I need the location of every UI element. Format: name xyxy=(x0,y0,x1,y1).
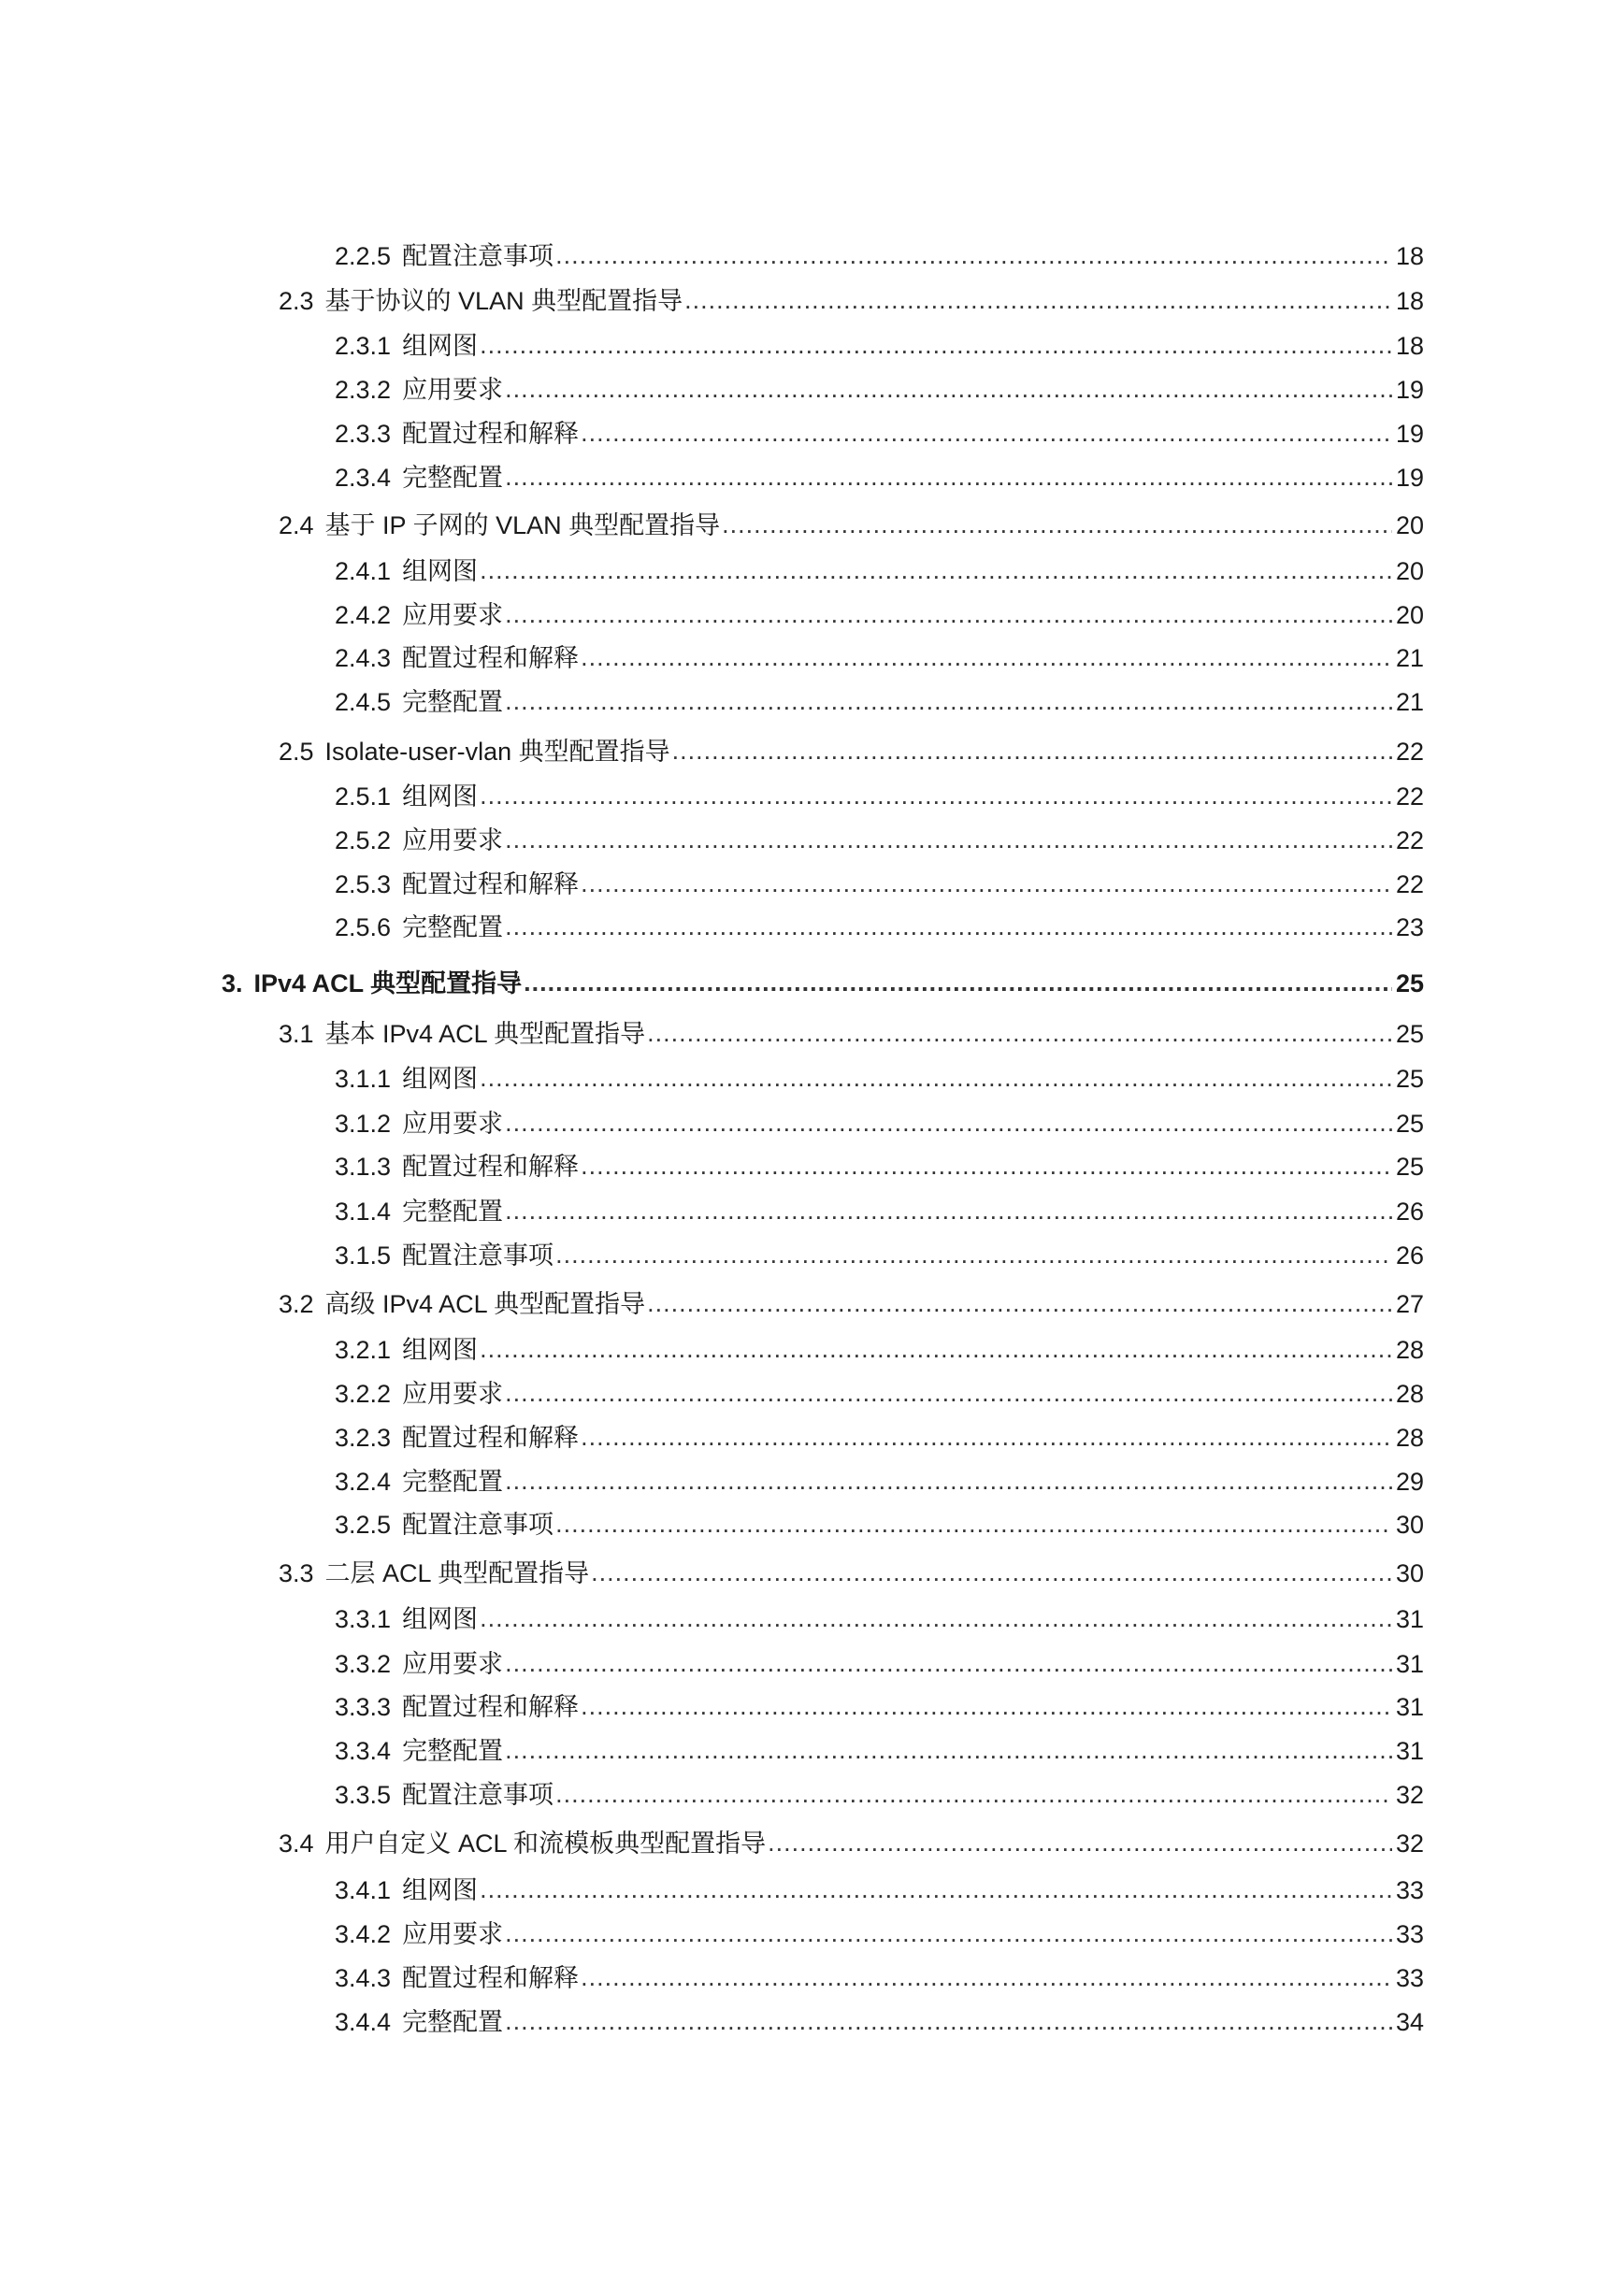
toc-entry[interactable] xyxy=(335,417,1424,451)
toc-entry-number: 3.2.4 xyxy=(335,1468,392,1496)
toc-entry[interactable] xyxy=(335,1602,1424,1636)
toc-entry[interactable] xyxy=(335,1778,1424,1812)
toc-entry-number: 3.2.3 xyxy=(335,1424,392,1452)
toc-entry-number: 2.3.2 xyxy=(335,376,392,404)
toc-entry-title: 完整配置 xyxy=(402,1468,504,1496)
toc-entry[interactable] xyxy=(335,373,1424,407)
toc-entry[interactable] xyxy=(335,554,1424,588)
toc-entry-page-number: 19 xyxy=(1395,420,1424,448)
toc-entry[interactable] xyxy=(279,1827,1424,1860)
toc-entry-number: 2.4.1 xyxy=(335,557,392,585)
toc-entry-title: 组网图 xyxy=(402,557,479,585)
toc-entry-title: 组网图 xyxy=(402,332,479,360)
dot-leader xyxy=(480,1332,1392,1366)
toc-entry-page-number: 19 xyxy=(1395,464,1424,492)
toc-entry-page-number: 25 xyxy=(1395,1020,1424,1048)
toc-entry-number: 3.1.1 xyxy=(335,1065,392,1093)
toc-entry-title: 应用要求 xyxy=(402,601,504,629)
toc-entry[interactable] xyxy=(335,1333,1424,1367)
toc-entry-page-number: 20 xyxy=(1395,601,1424,629)
toc-entry-number: 2.3.1 xyxy=(335,332,392,360)
toc-entry-number: 3.1.4 xyxy=(335,1198,392,1226)
dot-leader xyxy=(505,460,1392,494)
toc-entry[interactable] xyxy=(279,735,1424,768)
toc-entry-title: 应用要求 xyxy=(402,1650,504,1678)
toc-entry-title: 完整配置 xyxy=(402,464,504,492)
toc-entry-number: 3.4.4 xyxy=(335,2008,392,2036)
toc-entry-title: 应用要求 xyxy=(402,376,504,404)
dot-leader xyxy=(591,1556,1392,1589)
toc-entry[interactable] xyxy=(335,911,1424,944)
toc-entry-number: 2.3 xyxy=(279,287,314,315)
toc-entry[interactable] xyxy=(335,1377,1424,1411)
toc-entry[interactable] xyxy=(335,239,1424,273)
toc-entry[interactable] xyxy=(335,1239,1424,1272)
toc-entry-number: 2.4.3 xyxy=(335,644,392,672)
toc-entry[interactable] xyxy=(335,1421,1424,1455)
toc-entry-page-number: 22 xyxy=(1395,738,1424,766)
toc-entry-page-number: 25 xyxy=(1395,1110,1424,1138)
dot-leader xyxy=(480,1873,1392,1906)
toc-entry-page-number: 20 xyxy=(1395,511,1424,539)
toc-entry-title: 基于 IP 子网的 VLAN 典型配置指导 xyxy=(324,511,721,539)
toc-entry-page-number: 28 xyxy=(1395,1336,1424,1364)
toc-entry-title: 应用要求 xyxy=(402,1380,504,1408)
toc-entry[interactable] xyxy=(335,2005,1424,2039)
toc-entry-number: 2.5 xyxy=(279,738,314,766)
toc-entry[interactable] xyxy=(279,1287,1424,1321)
toc-entry-number: 2.4.5 xyxy=(335,688,392,716)
toc-entry[interactable] xyxy=(279,1557,1424,1590)
toc-entry-page-number: 33 xyxy=(1395,1876,1424,1904)
toc-entry[interactable] xyxy=(335,598,1424,632)
toc-entry-title: 应用要求 xyxy=(402,826,504,854)
toc-entry[interactable] xyxy=(335,1647,1424,1681)
toc-entry[interactable] xyxy=(335,1062,1424,1096)
toc-entry-page-number: 31 xyxy=(1395,1693,1424,1721)
toc-entry-title: 组网图 xyxy=(402,782,479,811)
toc-entry-page-number: 27 xyxy=(1395,1290,1424,1318)
toc-entry-number: 3.1.2 xyxy=(335,1110,392,1138)
toc-entry-title: 用户自定义 ACL 和流模板典型配置指导 xyxy=(324,1830,767,1858)
toc-entry-title: 基于协议的 VLAN 典型配置指导 xyxy=(324,287,683,315)
dot-leader xyxy=(672,734,1392,768)
toc-entry-number: 3.1 xyxy=(279,1020,314,1048)
dot-leader xyxy=(505,1646,1392,1680)
toc-entry-page-number: 30 xyxy=(1395,1511,1424,1539)
toc-entry-page-number: 32 xyxy=(1395,1830,1424,1858)
dot-leader xyxy=(555,1777,1392,1811)
toc-entry[interactable] xyxy=(335,1690,1424,1724)
toc-entry[interactable] xyxy=(279,284,1424,318)
toc-entry-number: 2.2.5 xyxy=(335,242,392,270)
toc-entry-title: Isolate-user-vlan 典型配置指导 xyxy=(324,738,670,766)
toc-entry-title: 配置过程和解释 xyxy=(402,1693,580,1721)
toc-entry-title: 完整配置 xyxy=(402,1198,504,1226)
toc-entry-number: 3. xyxy=(222,969,243,997)
toc-entry-title: 应用要求 xyxy=(402,1920,504,1948)
dot-leader xyxy=(581,1689,1392,1723)
toc-entry-number: 2.4.2 xyxy=(335,601,392,629)
toc-entry[interactable] xyxy=(335,1917,1424,1951)
toc-entry-title: 应用要求 xyxy=(402,1110,504,1138)
toc-entry-page-number: 25 xyxy=(1395,969,1424,997)
dot-leader xyxy=(480,1061,1392,1095)
dot-leader xyxy=(480,779,1392,812)
toc-entry[interactable] xyxy=(279,509,1424,542)
toc-entry-page-number: 22 xyxy=(1395,826,1424,854)
dot-leader xyxy=(647,1286,1392,1320)
toc-entry[interactable] xyxy=(335,868,1424,901)
toc-entry[interactable] xyxy=(335,1873,1424,1907)
dot-leader xyxy=(581,867,1392,900)
toc-entry-number: 3.3.1 xyxy=(335,1605,392,1633)
toc-entry-page-number: 18 xyxy=(1395,287,1424,315)
toc-entry-page-number: 23 xyxy=(1395,913,1424,941)
dot-leader xyxy=(555,1238,1392,1271)
dot-leader xyxy=(505,823,1392,856)
toc-entry-number: 3.2.5 xyxy=(335,1511,392,1539)
toc-entry[interactable] xyxy=(335,461,1424,495)
toc-entry-page-number: 22 xyxy=(1395,782,1424,811)
toc-entry-number: 3.3 xyxy=(279,1559,314,1587)
toc-entry-title: 配置注意事项 xyxy=(402,1781,554,1809)
toc-entry-number: 3.2 xyxy=(279,1290,314,1318)
toc-entry[interactable] xyxy=(335,1961,1424,1995)
toc-entry-number: 2.3.3 xyxy=(335,420,392,448)
toc-entry-page-number: 25 xyxy=(1395,1153,1424,1181)
dot-leader xyxy=(684,283,1392,317)
toc-entry-number: 3.3.5 xyxy=(335,1781,392,1809)
toc-entry-page-number: 28 xyxy=(1395,1380,1424,1408)
toc-entry-page-number: 22 xyxy=(1395,870,1424,898)
toc-entry-title: 高级 IPv4 ACL 典型配置指导 xyxy=(324,1290,646,1318)
toc-entry[interactable] xyxy=(335,824,1424,857)
toc-entry-title: 配置注意事项 xyxy=(402,1511,554,1539)
toc-entry-title: 配置注意事项 xyxy=(402,1241,554,1270)
toc-entry-page-number: 19 xyxy=(1395,376,1424,404)
toc-entry-number: 3.3.3 xyxy=(335,1693,392,1721)
toc-entry-number: 3.2.2 xyxy=(335,1380,392,1408)
toc-entry-page-number: 33 xyxy=(1395,1920,1424,1948)
dot-leader xyxy=(505,1194,1392,1227)
toc-entry-number: 2.5.3 xyxy=(335,870,392,898)
toc-entry-page-number: 34 xyxy=(1395,2008,1424,2036)
toc-entry-page-number: 31 xyxy=(1395,1737,1424,1765)
toc-entry-title: 配置过程和解释 xyxy=(402,1964,580,1992)
dot-leader xyxy=(505,910,1392,943)
toc-entry[interactable] xyxy=(335,780,1424,813)
toc-entry[interactable] xyxy=(335,1150,1424,1184)
toc-entry[interactable] xyxy=(279,1017,1424,1051)
dot-leader xyxy=(480,1601,1392,1635)
toc-entry[interactable] xyxy=(335,1508,1424,1542)
toc-entry-title: 完整配置 xyxy=(402,1737,504,1765)
toc-entry-number: 2.5.6 xyxy=(335,913,392,941)
toc-entry-page-number: 21 xyxy=(1395,688,1424,716)
toc-entry-number: 3.1.3 xyxy=(335,1153,392,1181)
dot-leader xyxy=(581,1960,1392,1994)
toc-entry-number: 3.3.4 xyxy=(335,1737,392,1765)
toc-entry-page-number: 18 xyxy=(1395,332,1424,360)
toc-entry-page-number: 31 xyxy=(1395,1605,1424,1633)
toc-entry[interactable] xyxy=(335,1107,1424,1141)
toc-entry-page-number: 25 xyxy=(1395,1065,1424,1093)
dot-leader xyxy=(505,2004,1392,2038)
dot-leader xyxy=(480,553,1392,587)
toc-entry-number: 3.3.2 xyxy=(335,1650,392,1678)
toc-entry[interactable] xyxy=(335,329,1424,363)
toc-entry-title: 完整配置 xyxy=(402,688,504,716)
toc-entry-title: 组网图 xyxy=(402,1065,479,1093)
toc-entry-number: 2.5.2 xyxy=(335,826,392,854)
toc-entry-page-number: 18 xyxy=(1395,242,1424,270)
toc-entry[interactable] xyxy=(335,1195,1424,1228)
toc-entry-page-number: 28 xyxy=(1395,1424,1424,1452)
toc-entry-title: 基本 IPv4 ACL 典型配置指导 xyxy=(324,1020,646,1048)
toc-entry-title: 组网图 xyxy=(402,1876,479,1904)
dot-leader xyxy=(581,1420,1392,1454)
toc-entry[interactable] xyxy=(335,685,1424,719)
toc-entry[interactable] xyxy=(222,967,1424,1000)
toc-entry-title: 配置过程和解释 xyxy=(402,1153,580,1181)
toc-entry-number: 3.1.5 xyxy=(335,1241,392,1270)
toc-entry[interactable] xyxy=(335,1465,1424,1499)
dot-leader xyxy=(555,1507,1392,1541)
toc-entry-title: IPv4 ACL 典型配置指导 xyxy=(253,969,523,997)
toc-entry-page-number: 30 xyxy=(1395,1559,1424,1587)
toc-entry-page-number: 33 xyxy=(1395,1964,1424,1992)
dot-leader xyxy=(480,328,1392,362)
toc-entry-page-number: 26 xyxy=(1395,1241,1424,1270)
toc-entry-title: 配置过程和解释 xyxy=(402,870,580,898)
toc-entry-page-number: 29 xyxy=(1395,1468,1424,1496)
dot-leader xyxy=(505,1916,1392,1950)
dot-leader xyxy=(505,684,1392,718)
toc-entry-page-number: 31 xyxy=(1395,1650,1424,1678)
dot-leader xyxy=(581,1149,1392,1183)
toc-entry-title: 配置过程和解释 xyxy=(402,420,580,448)
dot-leader xyxy=(505,1464,1392,1498)
dot-leader xyxy=(647,1016,1392,1050)
toc-entry-number: 3.2.1 xyxy=(335,1336,392,1364)
dot-leader xyxy=(768,1826,1392,1859)
toc-entry-title: 配置注意事项 xyxy=(402,242,554,270)
toc-entry-number: 3.4.2 xyxy=(335,1920,392,1948)
dot-leader xyxy=(505,1733,1392,1767)
toc-entry-title: 完整配置 xyxy=(402,2008,504,2036)
toc-entry-title: 组网图 xyxy=(402,1605,479,1633)
dot-leader xyxy=(505,597,1392,631)
toc-entry-page-number: 21 xyxy=(1395,644,1424,672)
toc-entry-page-number: 26 xyxy=(1395,1198,1424,1226)
dot-leader xyxy=(581,416,1392,450)
toc-entry[interactable] xyxy=(335,641,1424,675)
dot-leader xyxy=(555,238,1392,272)
toc-entry-number: 2.3.4 xyxy=(335,464,392,492)
dot-leader xyxy=(581,640,1392,674)
toc-entry-title: 配置过程和解释 xyxy=(402,1424,580,1452)
toc-entry-number: 3.4.1 xyxy=(335,1876,392,1904)
toc-entry[interactable] xyxy=(335,1734,1424,1768)
dot-leader xyxy=(505,1106,1392,1140)
dot-leader xyxy=(505,1376,1392,1410)
toc-entry-title: 完整配置 xyxy=(402,913,504,941)
toc-entry-page-number: 32 xyxy=(1395,1781,1424,1809)
dot-leader xyxy=(505,372,1392,406)
toc-entry-title: 组网图 xyxy=(402,1336,479,1364)
toc-entry-number: 3.4 xyxy=(279,1830,314,1858)
toc-entry-title: 配置过程和解释 xyxy=(402,644,580,672)
toc-entry-number: 2.5.1 xyxy=(335,782,392,811)
toc-entry-number: 2.4 xyxy=(279,511,314,539)
toc-entry-page-number: 20 xyxy=(1395,557,1424,585)
dot-leader xyxy=(524,966,1392,999)
toc-entry-number: 3.4.3 xyxy=(335,1964,392,1992)
toc-entry-title: 二层 ACL 典型配置指导 xyxy=(324,1559,590,1587)
dot-leader xyxy=(722,508,1392,541)
